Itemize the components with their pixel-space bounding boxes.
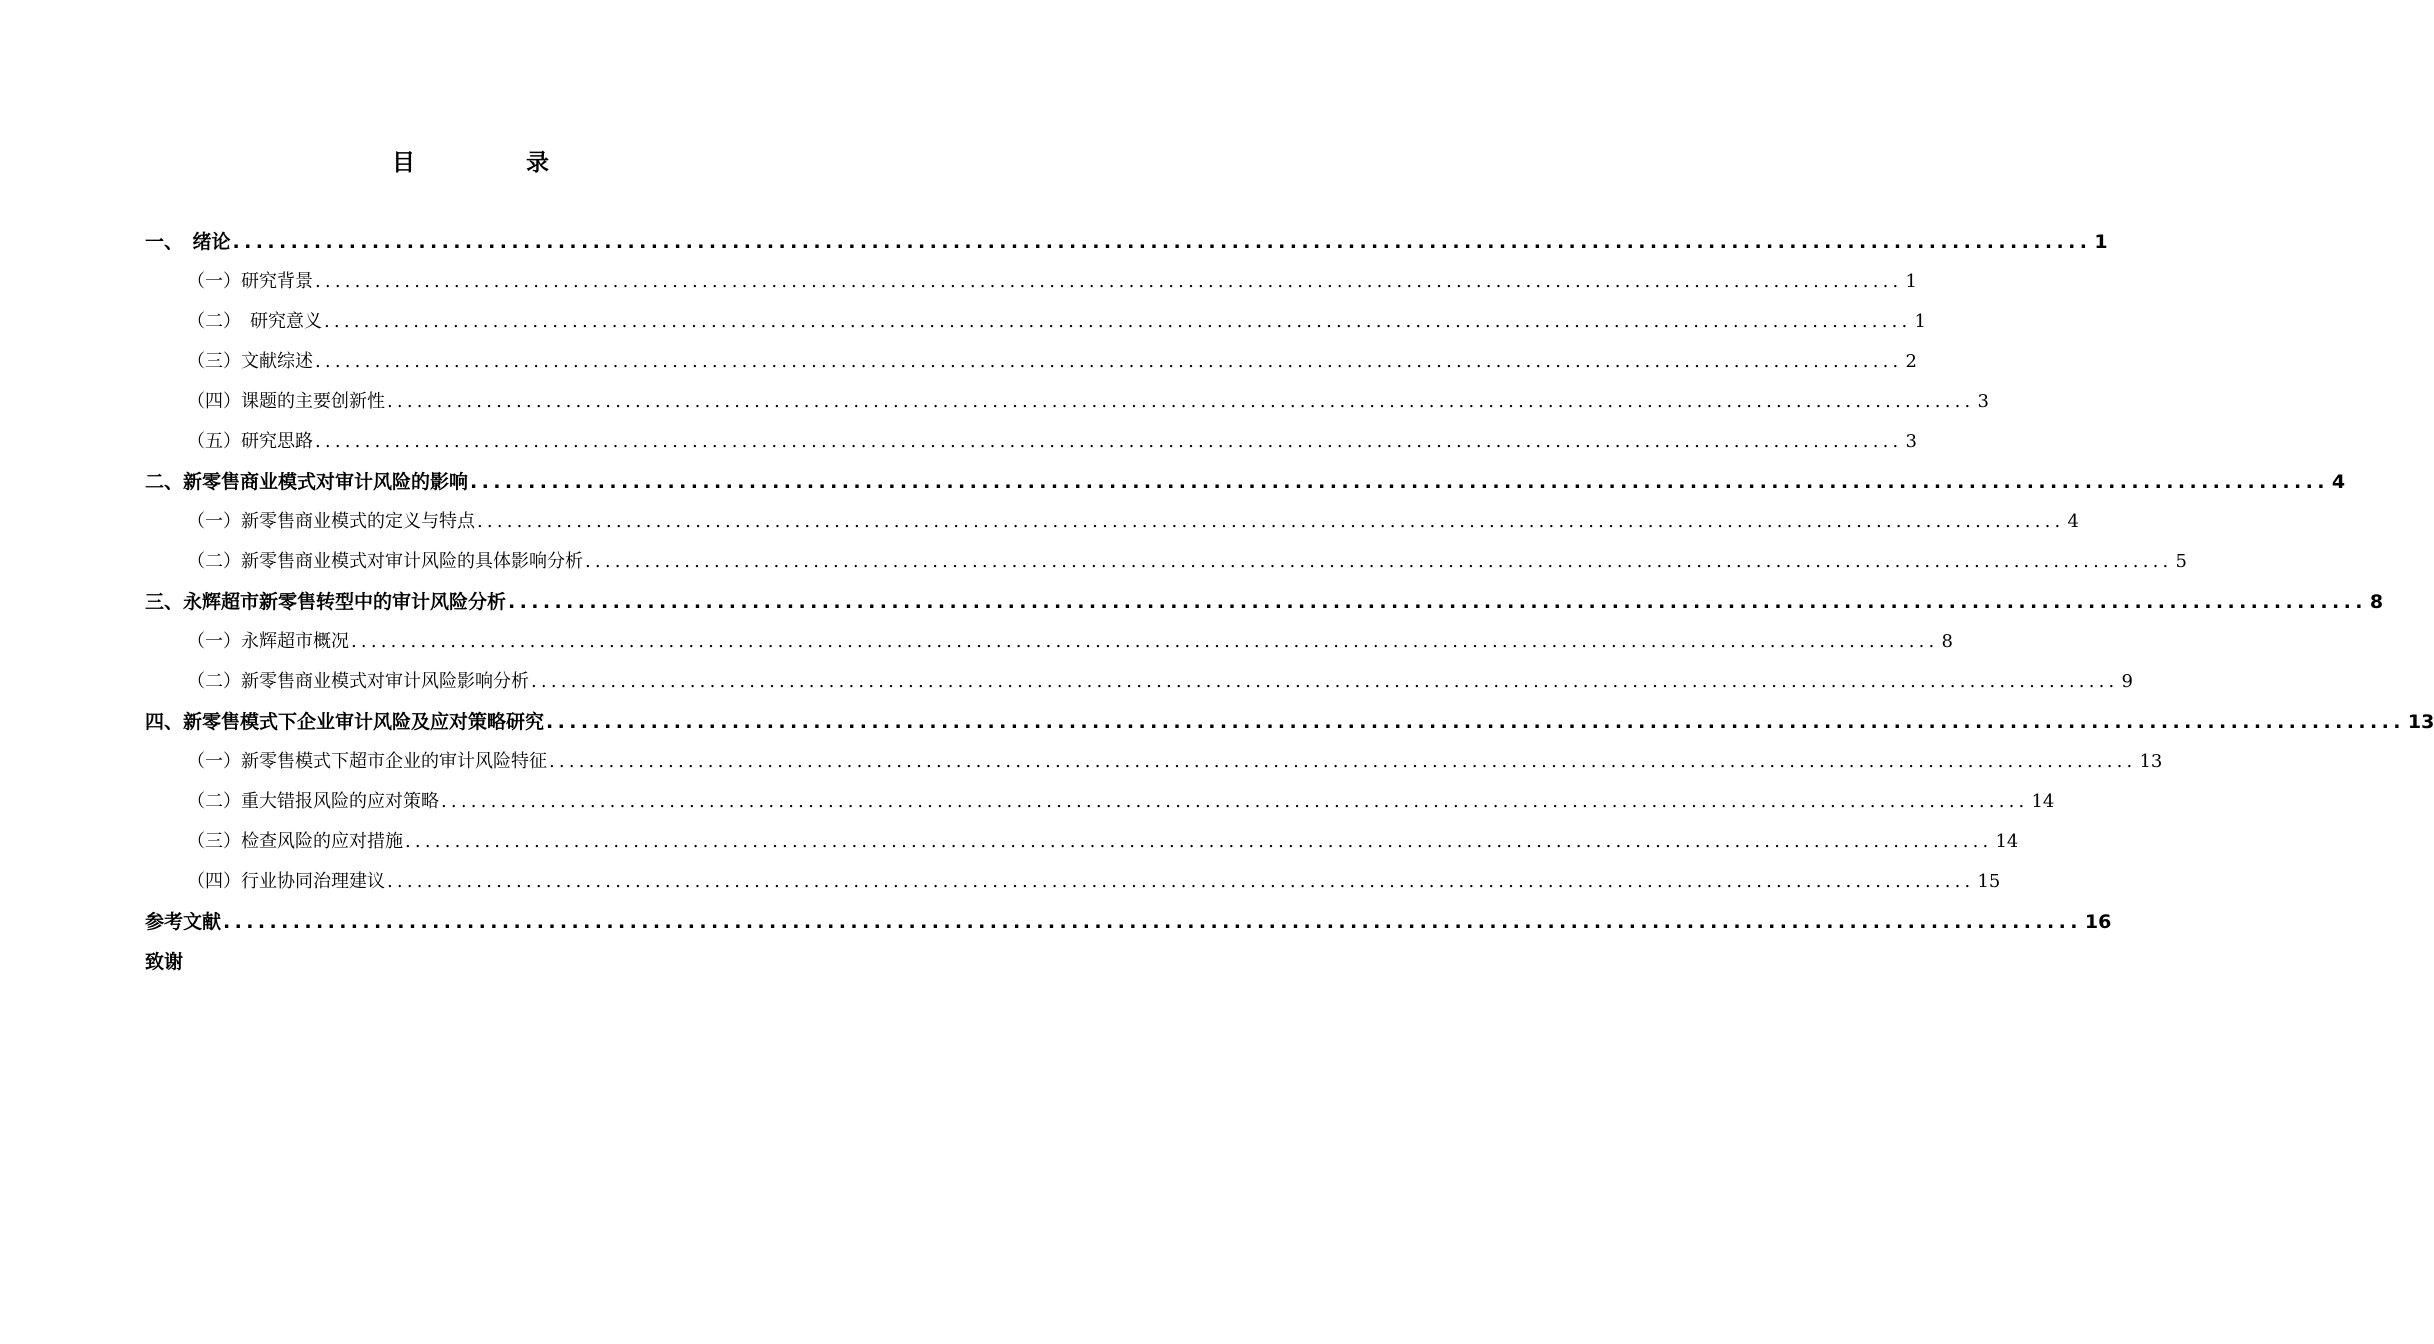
- toc-entry-label: （二）重大错报风险的应对策略: [187, 791, 439, 812]
- toc-entry-label: （二）新零售商业模式对审计风险的具体影响分析: [187, 551, 583, 572]
- toc-page-number: 4: [2331, 471, 2346, 493]
- toc-page-number: 16: [2084, 911, 2112, 933]
- toc-dot-leader: ................................................................................................................................................................: [549, 751, 2137, 772]
- toc-page-number: 14: [1995, 831, 2019, 852]
- toc-dot-leader: ................................................................................................................................................................: [324, 311, 1912, 332]
- toc-entry-label: （四）行业协同治理建议: [187, 871, 385, 892]
- toc-entry-label: （二）新零售商业模式对审计风险影响分析: [187, 671, 529, 692]
- toc-dot-leader: ................................................................................................................................................................: [470, 471, 2329, 493]
- toc-page-number: 13: [2407, 711, 2434, 733]
- toc-chapter-entry[interactable]: [145, 702, 2434, 742]
- toc-section-entry[interactable]: [145, 302, 1926, 342]
- toc-dot-leader: ................................................................................................................................................................: [223, 911, 2082, 933]
- toc-section-entry[interactable]: [145, 262, 1917, 302]
- toc-dot-leader: ................................................................................................................................................................: [477, 511, 2065, 532]
- toc-chapter-entry[interactable]: [145, 582, 2384, 622]
- toc-dot-leader: ................................................................................................................................................................: [315, 271, 1903, 292]
- toc-section-entry[interactable]: [145, 862, 2001, 902]
- toc-page-number: 1: [1914, 311, 1926, 332]
- toc-dot-leader: ................................................................................................................................................................: [585, 551, 2173, 572]
- toc-section-entry[interactable]: [145, 782, 2055, 822]
- toc-page-number: 8: [1941, 631, 1953, 652]
- toc-section-entry[interactable]: [145, 422, 1917, 462]
- toc-entry-label: 四、新零售模式下企业审计风险及应对策略研究: [145, 711, 545, 733]
- toc-entry-label: （二） 研究意义: [187, 311, 322, 332]
- toc-section-entry[interactable]: [145, 342, 1917, 382]
- toc-section-entry[interactable]: [145, 822, 2019, 862]
- toc-page-number: 3: [1905, 431, 1917, 452]
- toc-page-number: 5: [2175, 551, 2187, 572]
- toc-dot-leader: ................................................................................................................................................................: [387, 391, 1975, 412]
- toc-chapter-entry[interactable]: [145, 462, 2346, 502]
- toc-entry-label: （一）研究背景: [187, 271, 313, 292]
- toc-dot-leader: ................................................................................................................................................................: [387, 871, 1975, 892]
- table-of-contents: [145, 222, 2434, 982]
- toc-page-number: 3: [1977, 391, 1989, 412]
- toc-dot-leader: ................................................................................................................................................................: [508, 591, 2367, 613]
- toc-entry-label: （三）检查风险的应对措施: [187, 831, 403, 852]
- toc-entry-label: （三）文献综述: [187, 351, 313, 372]
- toc-dot-leader: ................................................................................................................................................................: [546, 711, 2405, 733]
- toc-section-entry[interactable]: [145, 542, 2187, 582]
- toc-entry-label: （一）新零售商业模式的定义与特点: [187, 511, 475, 532]
- toc-dot-leader: ................................................................................................................................................................: [232, 231, 2092, 253]
- toc-entry-label: （五）研究思路: [187, 431, 313, 452]
- toc-page-number: 13: [2139, 751, 2163, 772]
- toc-page-number: 1: [2094, 231, 2108, 253]
- toc-section-entry[interactable]: [145, 382, 1989, 422]
- toc-entry-label: 三、永辉超市新零售转型中的审计风险分析: [145, 591, 507, 613]
- toc-page-number: 9: [2121, 671, 2133, 692]
- toc-dot-leader: ................................................................................................................................................................: [441, 791, 2029, 812]
- toc-page-number: 8: [2369, 591, 2384, 613]
- toc-entry-label: 参考文献: [145, 911, 222, 933]
- toc-page-number: 15: [1977, 871, 2001, 892]
- toc-dot-leader: ................................................................................................................................................................: [315, 351, 1903, 372]
- toc-section-entry[interactable]: [145, 662, 2133, 702]
- toc-dot-leader: ................................................................................................................................................................: [315, 431, 1903, 452]
- toc-chapter-entry[interactable]: [145, 222, 2108, 262]
- toc-page-number: 4: [2067, 511, 2079, 532]
- toc-page-number: 1: [1905, 271, 1917, 292]
- toc-section-entry[interactable]: [145, 742, 2163, 782]
- toc-section-entry[interactable]: [145, 502, 2079, 542]
- toc-title: 目 录: [392, 150, 593, 176]
- toc-dot-leader: ................................................................................................................................................................: [405, 831, 1993, 852]
- toc-chapter-entry[interactable]: [145, 942, 837, 982]
- toc-page-number: 2: [1905, 351, 1917, 372]
- toc-entry-label: （四）课题的主要创新性: [187, 391, 385, 412]
- toc-entry-label: 二、新零售商业模式对审计风险的影响: [145, 471, 469, 493]
- toc-entry-label: 一、 绪论: [145, 231, 231, 253]
- toc-entry-label: （一）新零售模式下超市企业的审计风险特征: [187, 751, 547, 772]
- toc-section-entry[interactable]: [145, 622, 1953, 662]
- toc-page-number: 14: [2031, 791, 2055, 812]
- toc-chapter-entry[interactable]: [145, 902, 2112, 942]
- toc-entry-label: （一）永辉超市概况: [187, 631, 349, 652]
- toc-dot-leader: ................................................................................................................................................................: [531, 671, 2119, 692]
- toc-dot-leader: ................................................................................................................................................................: [351, 631, 1939, 652]
- toc-entry-label: 致谢: [145, 951, 184, 973]
